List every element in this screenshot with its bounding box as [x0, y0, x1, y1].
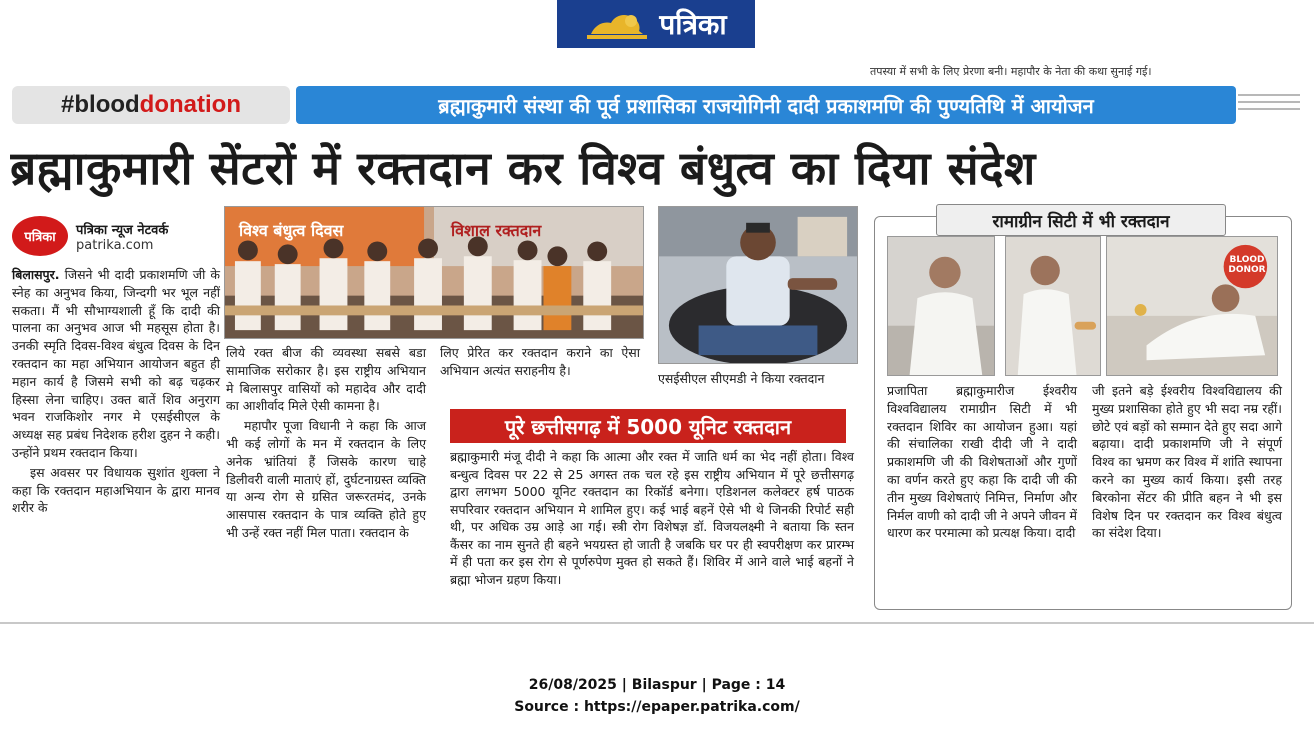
masthead [557, 0, 755, 48]
hashtag-prefix: #blood [61, 91, 140, 118]
footer-date-line: 26/08/2025 | Bilaspur | Page : 14 [528, 677, 786, 693]
col1-para1: जिसने भी दादी प्रकाशमणि जी के स्नेह का अनुभव किया, जिन्दगी भर भूल नहीं सकता। मैं भी सौभाग्यशाली हूँ कि दादी की पालना का अनुभव आज भी महसूस होता है। उनकी स्मृति दिवस-विश्व बंधुत्व दिवस के दिन रक्तदान का महा अभियान आयोजन बहुत ही महान कार्य है जिसमे सभी को बढ़ चढ़कर हिस्सा लेना चाहिए। उक्त बातें शिव अनुराग भवन राजकिशोर नगर मे एसईसीएल के अध्यक्ष सह प्रबंध निदेशक हरीश दुहन ने कही। उन्होंने प्रथम रक्तदान किया। [12, 267, 220, 460]
blood-donor-badge: BLOOD DONOR [1228, 255, 1266, 275]
masthead-brand: पत्रिका [659, 8, 727, 41]
column-2 [226, 344, 426, 614]
mid-story: ब्रह्माकुमारी मंजू दीदी ने कहा कि आत्मा और रक्त में जाति धर्म का भेद नहीं होता। विश्व बन्धुत्व दिवस पर 22 से 25 अगस्त तक चल रहे इस राष्ट्रीय अभियान में पूरे छत्तीसगढ़ द्वारा लगभग 5000 यूनिट रक्तदान का रिकॉर्ड बनेगा। एडिशनल कलेक्टर हर्ष पाठक सपरिवार रक्तदान अभियान मे शामिल हुए। कई भाई बहनें ऐसे भी थे जिनकी रिपोर्ट सही थी, पर अधिक उम्र आड़े आ गई। स्त्री रोग विशेषज्ञ डॉ. विजयलक्ष्मी ने बताया कि स्तन कैंसर का नाम सुनते ही बहने भयग्रस्त हो जाती है जबकि घर पर ही स्वपरीक्षण कर प्रारम्भ में ही पता कर इस रोग से पूर्णरुपेण मुक्त हो सकते हैं। शिविर में आने वाले भाई बहनों ने ब्रह्मा भोजन ग्रहण किया। [450, 449, 854, 587]
photo1-banner-text-2: विशाल रक्तदान [451, 221, 542, 240]
col3-para1: लिए प्रेरित कर रक्तदान कराने का ऐसा अभियान अत्यंत सराहनीय है। [440, 345, 640, 378]
photo-cmd-donating [658, 206, 858, 364]
decorative-lines [1238, 94, 1300, 118]
kicker-banner: ब्रह्माकुमारी संस्था की पूर्व प्रशासिका राजयोगिनी दादी प्रकाशमणि की पुण्यतिथि में आयोजन [296, 86, 1236, 124]
headline: ब्रह्माकुमारी सेंटरों में रक्तदान कर विश्व बंधुत्व का दिया संदेश [10, 141, 1036, 195]
hashtag-box [12, 86, 290, 124]
lion-icon [585, 7, 649, 41]
photo-donor-1 [887, 236, 995, 376]
news-clipping [0, 64, 1314, 624]
top-strip-text: तपस्या में सभी के लिए प्रेरणा बनी। महापौर के नेता की कथा सुनाई गई। [870, 65, 1152, 78]
sidebar-title: रामाग्रीन सिटी में भी रक्तदान [936, 204, 1226, 236]
footer [0, 674, 1314, 718]
dateline: बिलासपुर. [12, 267, 60, 282]
byline-site: patrika.com [76, 237, 154, 253]
sidebar-left-text: प्रजापिता ब्रह्माकुमारीज ईश्वरीय विश्वविद्यालय रामाग्रीन सिटी में भी रक्तदान शिविर का आयोजन हुआ। यहां की संचालिका राखी दीदी जी ने दादी प्रकाशमणि जी की विशेषताओं और गुणों का वर्णन करते हुए कहा कि दादी जी की तीन मुख्य विशेषताएं निमित्त, निर्माण और निर्मल वाणी को दादी जी ने अपने जीवन में धारण कर परमात्मा को प्रत्यक्ष किया। दादी [887, 383, 1077, 541]
byline [12, 214, 222, 258]
photo-group-ceremony [224, 206, 644, 339]
photo1-banner-text: विश्व बंधुत्व दिवस [239, 221, 344, 240]
patrika-logo-icon: पत्रिका [12, 216, 68, 256]
col2-para1: लिये रक्त बीज की व्यवस्था सबसे बडा सामाजिक सरोकार है। इस राष्ट्रीय अभियान मे बिलासपुर वासियों को महादेव और दादी का आशीर्वाद मिले ऐसी कामना है। [226, 345, 426, 414]
footer-source-line: Source : https://epaper.patrika.com/ [514, 699, 800, 715]
byline-name: पत्रिका न्यूज नेटवर्क [76, 222, 169, 238]
photo-caption: एसईसीएल सीएमडी ने किया रक्तदान [658, 371, 825, 386]
photo-donor-3 [1106, 236, 1278, 376]
photo-donor-2 [1005, 236, 1101, 376]
subhead-banner: पूरे छत्तीसगढ़ में 5000 यूनिट रक्तदान [450, 409, 846, 443]
bottom-rule [0, 622, 1314, 624]
col1-para2: इस अवसर पर विधायक सुशांत शुक्ला ने कहा कि रक्तदान महाअभियान के द्वारा मानव शरीर के [12, 464, 220, 516]
column-3 [440, 344, 640, 404]
column-1 [12, 266, 220, 616]
sidebar-right-text: जी इतने बड़े ईश्वरीय विश्वविद्यालय की मुख्य प्रशासिका होते हुए भी सदा नम्र रहीं। छोटे एवं बड़ों को सम्मान देते हुए सदा आगे बढ़ाया। दादी प्रकाशमणि जी ने संपूर्ण विश्व का भ्रमण कर विश्व में शांति स्थापना करने का मुख्य कार्य किया। इसी तरह बिरकोना सेंटर की प्रीति बहन ने भी इस विशेष दिन पर रक्तदान कर विश्व बंधुत्व का संदेश दिया। [1092, 383, 1282, 541]
col2-para2: महापौर पूजा विधानी ने कहा कि आज भी कई लोगों के मन में रक्तदान के लिए अनेक भ्रांतियां हैं जिसके कारण चाहे डिलीवरी वाली माताएं हों, दुर्घटनाग्रस्त व्यक्ति या अन्य रोग से ग्रसित जरूरतमंद, उनके आसपास रक्तदान के पात्र व्यक्ति होते हुए भी उन्हें रक्त नहीं मिल पाता। रक्तदान के [226, 418, 426, 540]
hashtag-suffix: donation [139, 91, 241, 118]
